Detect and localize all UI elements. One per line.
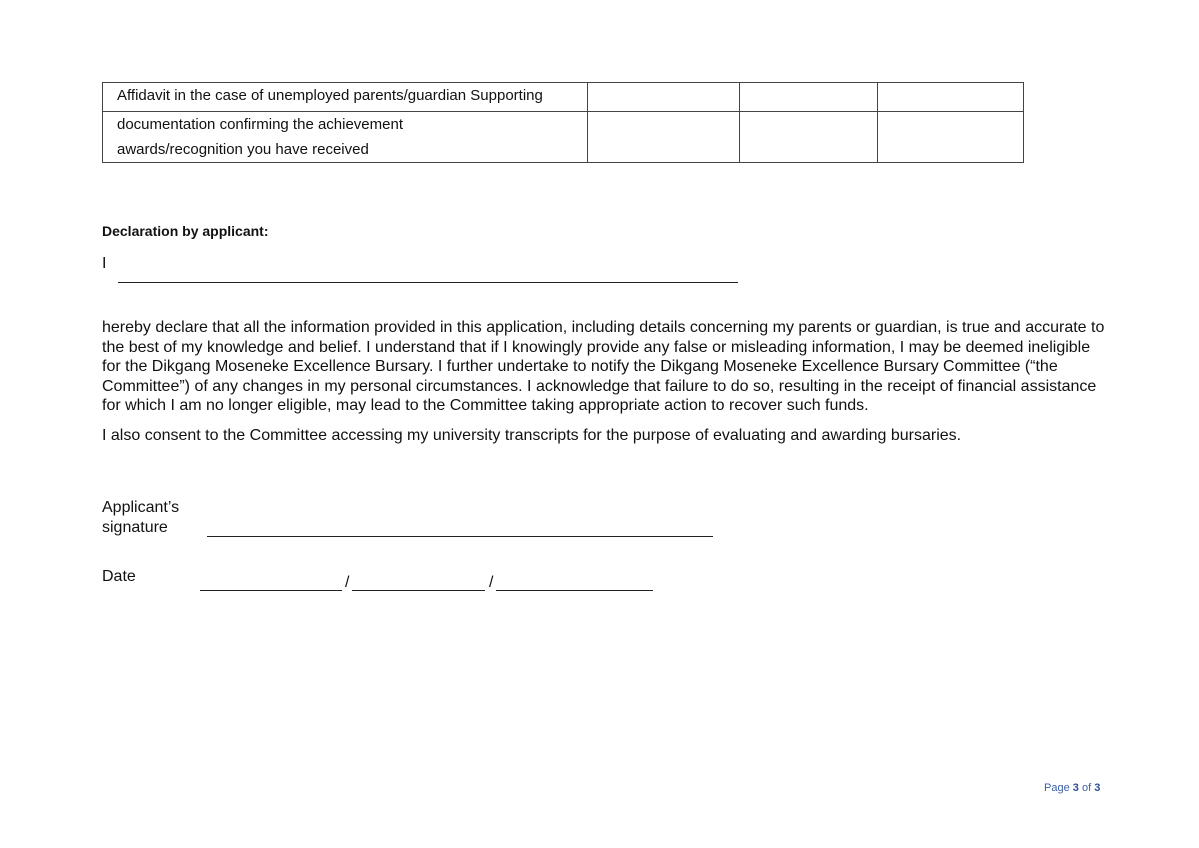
declaration-prefix: I	[102, 255, 107, 272]
footer-of-word: of	[1081, 782, 1092, 794]
date-separator: /	[489, 574, 494, 591]
table-row	[103, 83, 1024, 112]
table-cell-empty[interactable]	[877, 83, 1023, 112]
applicant-name-line[interactable]	[118, 282, 738, 283]
footer-total-pages: 3	[1094, 782, 1101, 794]
table-cell-description	[103, 112, 588, 163]
declaration-consent: I also consent to the Committee accessing my university transcripts for the purpose of evaluating and awarding bursaries.	[102, 427, 962, 444]
declaration-body: hereby declare that all the information provided in this application, including details concerning my parents or guardian, is true and accurate to the best of my knowledge and belief. I understand that if I knowingly provide any false or misleading information, I may be deemed ineligible for the Dikgang Moseneke Excellence Bursary. I further undertake to notify the Dikgang Moseneke Excellence Bursary Committee (“the Committee”) of any changes in my personal circumstances. I acknowledge that failure to do so, resulting in the receipt of financial assistance for which I am no longer eligible, may lead to the Committee taking appropriate action to recover such funds.	[102, 319, 1105, 414]
declaration-heading: Declaration by applicant:	[102, 223, 269, 239]
table-cell-text-line1: documentation confirming the achievement	[117, 116, 403, 133]
date-month-line[interactable]	[352, 590, 485, 591]
table-row	[103, 112, 1024, 163]
signature-label	[102, 498, 202, 538]
page-number-footer	[1044, 782, 1100, 794]
table-cell-empty[interactable]	[587, 112, 739, 163]
table-cell-empty[interactable]	[877, 112, 1023, 163]
signature-label-line1: Applicant’s	[102, 499, 180, 516]
date-separator: /	[345, 574, 350, 591]
date-label: Date	[102, 568, 136, 585]
table-cell-empty[interactable]	[739, 83, 877, 112]
footer-page-word: Page	[1044, 782, 1070, 794]
table-cell-empty[interactable]	[739, 112, 877, 163]
signature-label-line2: signature	[102, 519, 168, 536]
table-cell-empty[interactable]	[587, 83, 739, 112]
signature-line[interactable]	[207, 536, 713, 537]
date-day-line[interactable]	[200, 590, 342, 591]
document-checklist-table	[102, 82, 1024, 163]
footer-current-page: 3	[1072, 782, 1079, 794]
table-cell-text-line2: awards/recognition you have received	[117, 141, 369, 158]
table-cell-description: Affidavit in the case of unemployed parents/guardian Supporting	[103, 83, 588, 112]
date-year-line[interactable]	[496, 590, 653, 591]
